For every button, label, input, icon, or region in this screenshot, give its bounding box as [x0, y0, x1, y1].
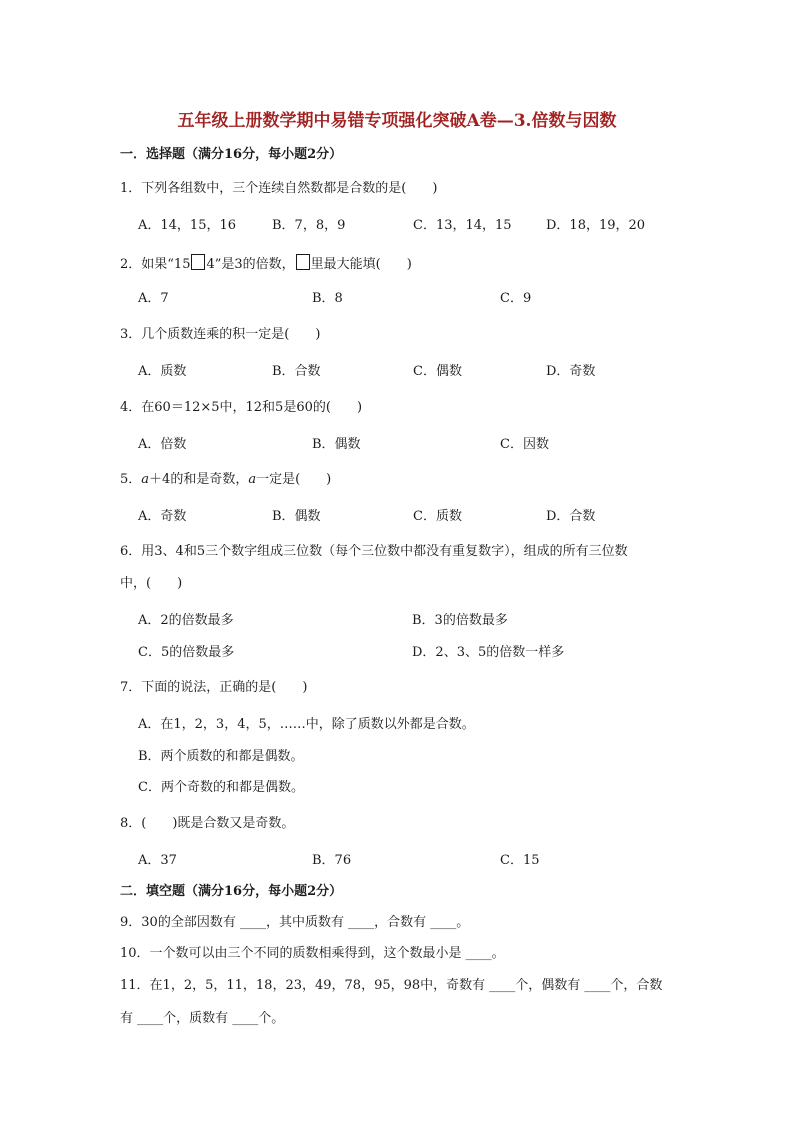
q7-option-c: C．两个奇数的和都是偶数。 [138, 780, 304, 795]
q6-option-c: C．5的倍数最多 [138, 645, 235, 660]
question-5 [120, 471, 331, 489]
q8-option-b: B．76 [312, 853, 352, 868]
question-9: 9．30的全部因数有 ____，其中质数有 ____，合数有 ____。 [120, 915, 470, 930]
question-4: 4．在60＝12×5中，12和5是60的( ) [120, 400, 363, 415]
q5-variable-a: a [141, 472, 150, 487]
question-1: 1．下列各组数中，三个连续自然数都是合数的是( ) [120, 181, 438, 196]
q7-option-a: A．在1，2，3，4，5，……中，除了质数以外都是合数。 [138, 717, 475, 732]
question-11-line-1: 11．在1，2，5，11，18，23，49，78，95，98中，奇数有 ____个，偶数有 ____个，合数 [120, 978, 663, 993]
q5-text-post: 一定是( ) [256, 472, 332, 487]
blank-box-icon [296, 254, 310, 270]
question-7: 7．下面的说法，正确的是( ) [120, 680, 308, 695]
q5-text-pre: 5． [120, 472, 142, 487]
question-8: 8．( )既是合数又是奇数。 [120, 816, 295, 831]
q2-text-mid: 4”是3的倍数， [206, 257, 295, 272]
q4-option-b: B．偶数 [312, 437, 361, 452]
question-2 [120, 254, 412, 274]
q5-option-b: B．偶数 [272, 509, 321, 524]
q3-option-a: A．质数 [138, 364, 187, 379]
q8-option-a: A．37 [138, 853, 177, 868]
q3-option-c: C．偶数 [413, 364, 462, 379]
q1-option-a: A．14，15，16 [138, 218, 237, 233]
question-10: 10．一个数可以由三个不同的质数相乘得到，这个数最小是 ____。 [120, 946, 505, 961]
q1-option-b: B．7，8，9 [272, 218, 346, 233]
question-6-line-2: 中，( ) [120, 576, 183, 591]
q8-option-c: C．15 [500, 853, 540, 868]
q5-option-d: D．合数 [546, 509, 596, 524]
question-3: 3．几个质数连乘的积一定是( ) [120, 327, 321, 342]
q3-option-b: B．合数 [272, 364, 321, 379]
q2-text-post: 里最大能填( ) [310, 257, 412, 272]
q7-option-b: B．两个质数的和都是偶数。 [138, 749, 304, 764]
q1-option-c: C．13，14，15 [413, 218, 512, 233]
question-6-line-1: 6．用3、4和5三个数字组成三位数（每个三位数中都没有重复数字），组成的所有三位数 [120, 544, 628, 559]
page-title: 五年级上册数学期中易错专项强化突破A卷—3.倍数与因数 [177, 111, 617, 131]
q2-option-c: C．9 [500, 291, 532, 306]
blank-box-icon [191, 254, 205, 270]
question-11-line-2: 有 ____个，质数有 ____个。 [120, 1011, 285, 1026]
q5-variable-a-2: a [248, 472, 257, 487]
q2-option-b: B．8 [312, 291, 343, 306]
q5-option-c: C．质数 [413, 509, 462, 524]
q3-option-d: D．奇数 [546, 364, 596, 379]
q4-option-c: C．因数 [500, 437, 549, 452]
q4-option-a: A．倍数 [138, 437, 187, 452]
q5-text-mid: ＋4的和是奇数， [149, 472, 249, 487]
q6-option-b: B．3的倍数最多 [412, 613, 508, 628]
q6-option-a: A．2的倍数最多 [138, 613, 234, 628]
q5-option-a: A．奇数 [138, 509, 187, 524]
q2-option-a: A．7 [138, 291, 169, 306]
q2-text-pre: 2．如果“15 [120, 257, 191, 272]
q1-option-d: D．18，19，20 [546, 218, 646, 233]
q6-option-d: D．2、3、5的倍数一样多 [412, 645, 565, 660]
section-heading-fill: 二．填空题（满分16分，每小题2分） [120, 884, 343, 899]
section-heading-choice: 一．选择题（满分16分，每小题2分） [120, 147, 343, 162]
